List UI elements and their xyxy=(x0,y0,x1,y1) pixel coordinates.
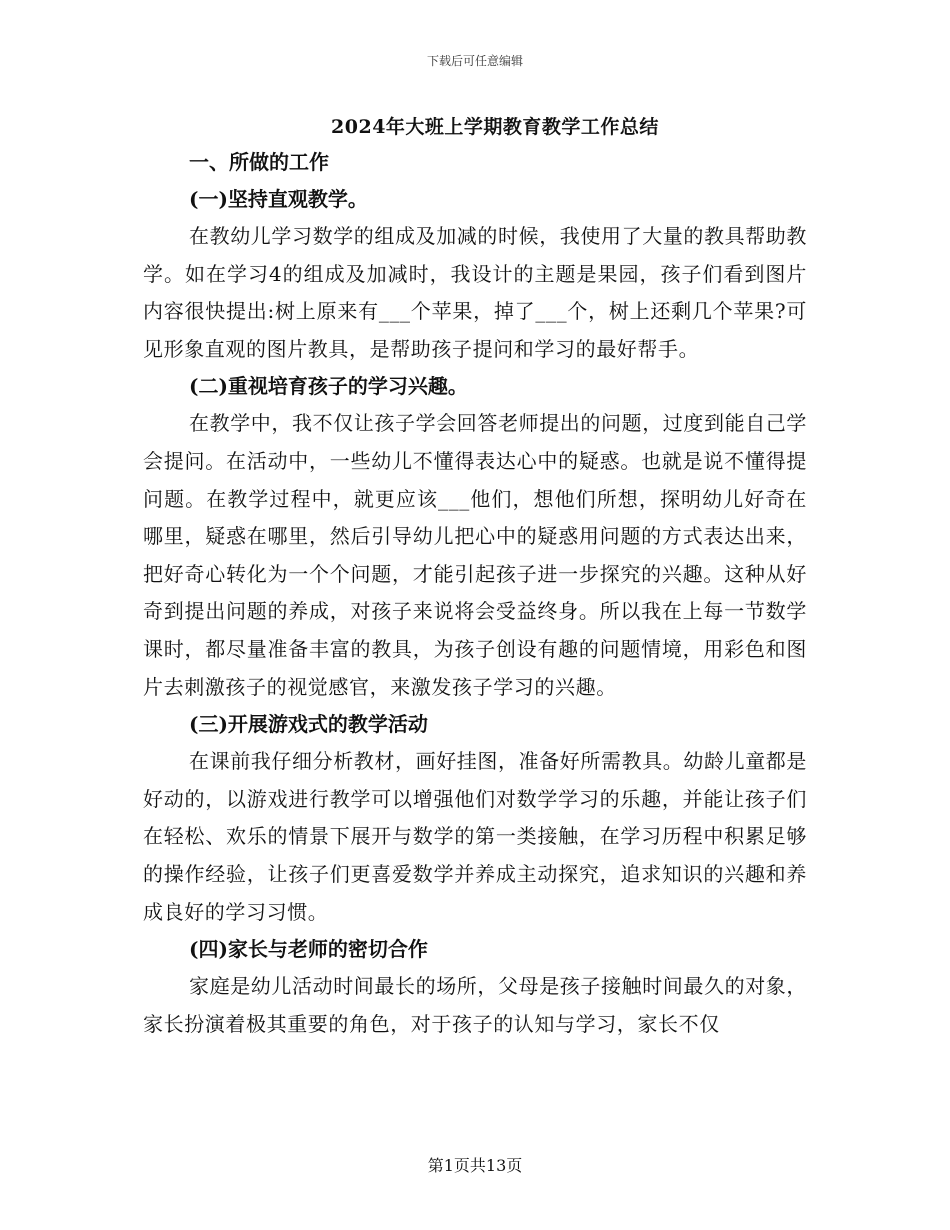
body-paragraph: 在教学中，我不仅让孩子学会回答老师提出的问题，过度到能自己学会提问。在活动中，一些幼儿不懂得表达心中的疑惑。也就是说不懂得提问题。在教学过程中，就更应该___他们，想他们所想，探明幼儿好奇在哪里，疑惑在哪里，然后引导幼儿把心中的疑惑用问题的方式表达出来，把好奇心转化为一个个问题，才能引起孩子进一步探究的兴趣。这种从好奇到提出问题的养成，对孩子来说将会受益终身。所以我在上每一节数学课时，都尽量准备丰富的教具，为孩子创设有趣的问题情境，用彩色和图片去刺激孩子的视觉感官，来激发孩子学习的兴趣。 xyxy=(143,411,807,699)
subsection-heading: (一)坚持直观教学。 xyxy=(189,187,368,211)
body-paragraph: 在教幼儿学习数学的组成及加减的时候，我使用了大量的教具帮助教学。如在学习4的组成及加减时，我设计的主题是果园，孩子们看到图片内容很快提出:树上原来有___个苹果，掉了___个，树上还剩几个苹果?可见形象直观的图片教具，是帮助孩子提问和学习的最好帮手。 xyxy=(143,224,807,361)
document-title: 2024年大班上学期教育教学工作总结 xyxy=(331,116,659,138)
body-paragraph: 在课前我仔细分析教材，画好挂图，准备好所需教具。幼龄儿童都是好动的，以游戏进行教学可以增强他们对数学学习的乐趣，并能让孩子们在轻松、欢乐的情景下展开与数学的第一类接触，在学习历程中积累足够的操作经验，让孩子们更喜爱数学并养成主动探究，追求知识的兴趣和养成良好的学习习惯。 xyxy=(143,749,807,924)
page-number-footer: 第1页共13页 xyxy=(427,1156,523,1175)
subsection-heading: (四)家长与老师的密切合作 xyxy=(189,937,428,962)
page-header-note: 下载后可任意编辑 xyxy=(426,54,523,68)
body-paragraph: 家庭是幼儿活动时间最长的场所，父母是孩子接触时间最久的对象，家长扮演着极其重要的角色，对于孩子的认知与学习，家长不仅 xyxy=(143,974,807,1036)
subsection-heading: (三)开展游戏式的教学活动 xyxy=(189,712,428,737)
section-heading: 一、所做的工作 xyxy=(189,150,329,174)
subsection-heading: (二)重视培育孩子的学习兴趣。 xyxy=(189,374,468,399)
document-body xyxy=(143,144,807,1043)
